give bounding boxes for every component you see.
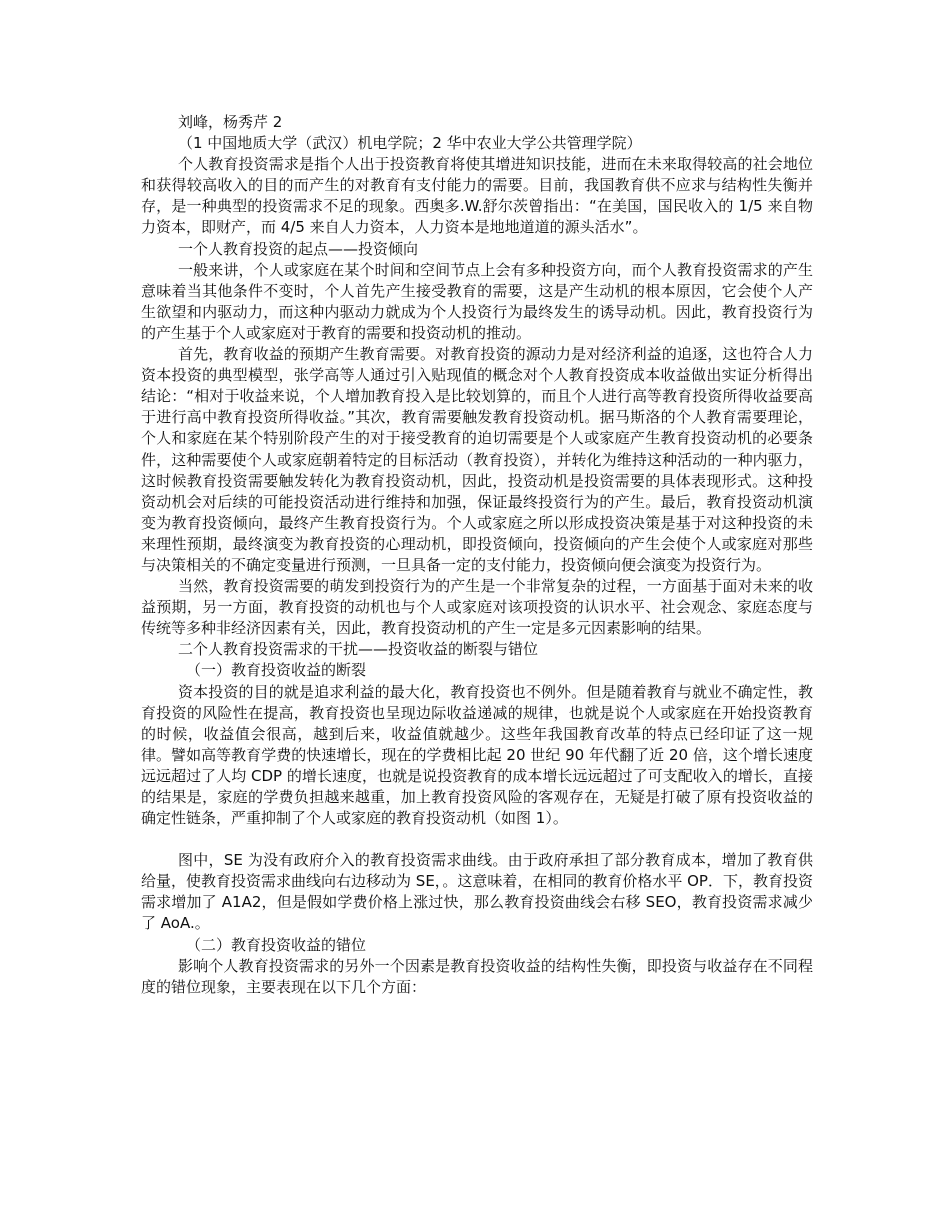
affiliation-line: （1 中国地质大学（武汉）机电学院；2 华中农业大学公共管理学院）	[178, 134, 642, 153]
paragraph-2: 首先，教育收益的预期产生教育需要。对教育投资的源动力是对经济利益的追逐，这也符合人力资本投资的典型模型，张学高等人通过引入贴现值的概念对个人教育投资成本收益做出实证分析得出结论：“相对于收益来说，个人增加教育投入是比较划算的，而且个人进行高等教育投资所得收益要高于进行高中教育投资所得收益。”其次，教育需要触发教育投资动机。据马斯洛的个人教育需要理论，个人和家庭在某个特别阶段产生的对于接受教育的迫切需要是个人或家庭产生教育投资动机的必要条件，这种需要使个人或家庭朝着特定的目标活动（教育投资），并转化为维持这种活动的一种内驱力，这时候教育投资需要触发转化为教育投资动机，因此，投资动机是投资需要的具体表现形式。这种投资动机会对后续的可能投资活动进行维持和加强，保证最终投资行为的产生。最后，教育投资动机演变为教育投资倾向，最终产生教育投资行为。个人或家庭之所以形成投资决策是基于对这种投资的未来理性预期，最终演变为教育投资的心理动机，即投资倾向，投资倾向的产生会使个人或家庭对那些与决策相关的不确定变量进行预测，一旦具备一定的支付能力，投资倾向便会演变为投资行为。	[141, 345, 813, 574]
paragraph-1: 一般来讲，个人或家庭在某个时间和空间节点上会有多种投资方向，而个人教育投资需求的产生意味着当其他条件不变时，个人首先产生接受教育的需要，这是产生动机的根本原因，它会使个人产生欲望和内驱动力，而这种内驱动力就成为个人投资行为最终发生的诱导动机。因此，教育投资行为的产生基于个人或家庭对于教育的需要和投资动机的推动。	[141, 260, 813, 342]
subsection-heading-1: （一）教育投资收益的断裂	[186, 661, 367, 680]
author-line: 刘峰，杨秀芹 2	[178, 113, 283, 131]
subsection-heading-2: （二）教育投资收益的错位	[186, 935, 367, 954]
section-heading-1: 一个人教育投资的起点——投资倾向	[178, 239, 419, 258]
paragraph-3: 当然，教育投资需要的萌发到投资行为的产生是一个非常复杂的过程，一方面基于面对未来的收益预期，另一方面，教育投资的动机也与个人或家庭对该项投资的认识水平、社会观念、家庭态度与传统等多种非经济因素有关，因此，教育投资动机的产生一定是多元因素影响的结果。	[141, 577, 813, 638]
paragraph-6: 影响个人教育投资需求的另外一个因素是教育投资收益的结构性失衡，即投资与收益存在不同程度的错位现象，主要表现在以下几个方面：	[141, 956, 813, 996]
section-heading-2: 二个人教育投资需求的干扰——投资收益的断裂与错位	[178, 640, 539, 659]
figure-placeholder-gap	[141, 829, 813, 850]
document-body	[141, 112, 813, 998]
paragraph-intro: 个人教育投资需求是指个人出于投资教育将使其增进知识技能，进而在未来取得较高的社会地位和获得较高收入的目的而产生的对教育有支付能力的需要。目前，我国教育供不应求与结构性失衡并存，是一种典型的投资需求不足的现象。西奥多.W.舒尔茨曾指出：“在美国，国民收入的 1/5 来自物力资本，即财产，而 4/5 来自人力资本，人力资本是地地道道的源头活水”。	[141, 155, 813, 237]
paragraph-4: 资本投资的目的就是追求利益的最大化，教育投资也不例外。但是随着教育与就业不确定性，教育投资的风险性在提高，教育投资也呈现边际收益递减的规律，也就是说个人或家庭在开始投资教育的时候，收益值会很高，越到后来，收益值就越少。这些年我国教育改革的特点已经印证了这一规律。譬如高等教育学费的快速增长，现在的学费相比起 20 世纪 90 年代翻了近 20 倍，这个增长速度远远超过了人均 CDP 的增长速度，也就是说投资教育的成本增长远远超过了可支配收入的增长，直接的结果是，家庭的学费负担越来越重，加上教育投资风险的客观存在，无疑是打破了原有投资收益的确定性链条，严重抑制了个人或家庭的教育投资动机（如图 1）。	[141, 682, 813, 828]
paragraph-5: 图中，SE 为没有政府介入的教育投资需求曲线。由于政府承担了部分教育成本，增加了教育供给量，使教育投资需求曲线向右边移动为 SE，。这意味着，在相同的教育价格水平 OP．下，教育投资需求增加了 A1A2，但是假如学费价格上涨过快，那么教育投资曲线会右移 SEO，教育投资需求减少了 AoA.。	[141, 851, 813, 933]
